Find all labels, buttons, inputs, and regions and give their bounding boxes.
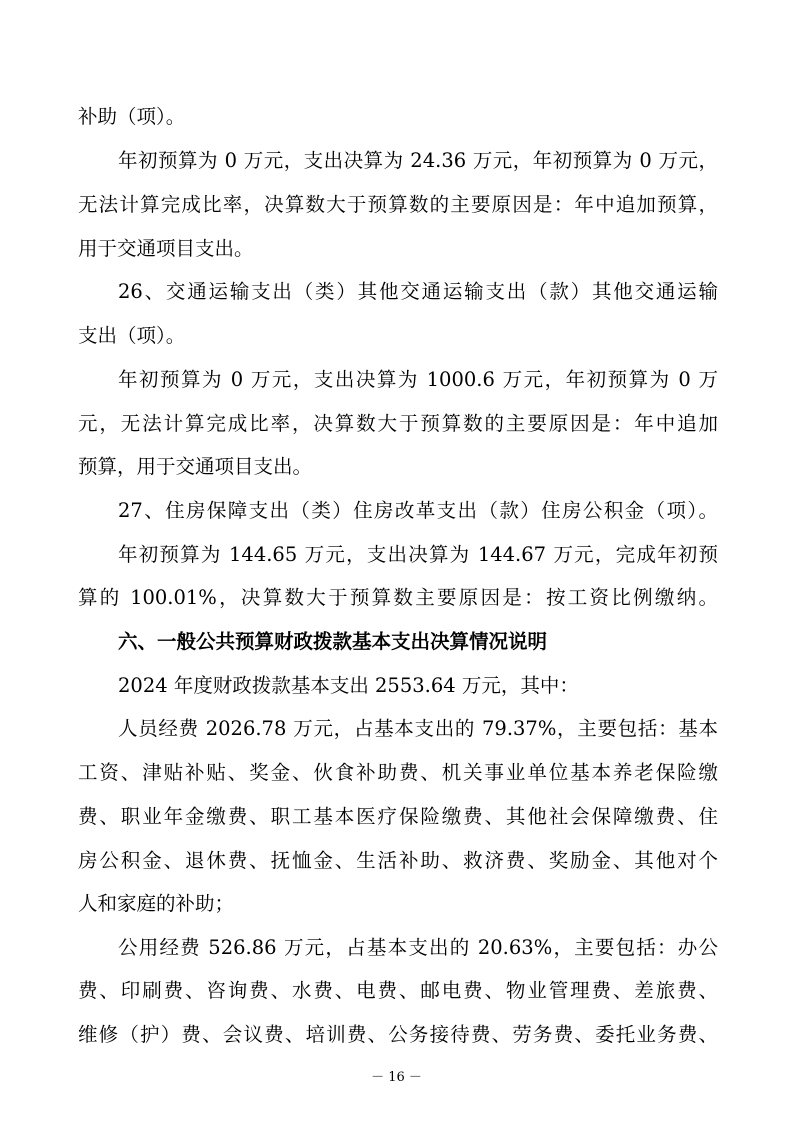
- text-line: 无法计算完成比率，决算数大于预算数的主要原因是：年中追加预算，: [78, 193, 718, 216]
- text-line: 费、职业年金缴费、职工基本医疗保险缴费、其他社会保障缴费、住: [78, 805, 718, 828]
- text-line: 年初预算为 0 万元，支出决算为 24.36 万元，年初预算为 0 万元，: [118, 149, 718, 172]
- text-line: 元，无法计算完成比率，决算数大于预算数的主要原因是：年中追加: [78, 412, 718, 435]
- text-line: 2024 年度财政拨款基本支出 2553.64 万元，其中：: [118, 674, 579, 697]
- text-line: 年初预算为 144.65 万元，支出决算为 144.67 万元，完成年初预: [118, 543, 718, 566]
- page-number: － 16 －: [371, 1070, 422, 1085]
- section-heading: 六、一般公共预算财政拨款基本支出决算情况说明: [118, 630, 548, 653]
- text-line: 补助（项）。: [78, 105, 186, 128]
- text-line: 人员经费 2026.78 万元，占基本支出的 79.37%，主要包括：基本: [118, 717, 718, 740]
- text-line: 26、交通运输支出（类）其他交通运输支出（款）其他交通运输: [118, 280, 718, 303]
- text-line: 房公积金、退休费、抚恤金、生活补助、救济费、奖励金、其他对个: [78, 849, 718, 872]
- text-line: 支出（项）。: [78, 324, 186, 347]
- text-line: 算的 100.01%，决算数大于预算数主要原因是：按工资比例缴纳。: [78, 586, 718, 609]
- text-line: 用于交通项目支出。: [78, 237, 254, 260]
- text-line: 预算，用于交通项目支出。: [78, 455, 313, 478]
- text-line: 27、住房保障支出（类）住房改革支出（款）住房公积金（项）。: [118, 499, 718, 522]
- text-line: 年初预算为 0 万元，支出决算为 1000.6 万元，年初预算为 0 万: [118, 368, 718, 391]
- text-line: 公用经费 526.86 万元，占基本支出的 20.63%，主要包括：办公: [118, 936, 718, 959]
- text-line: 工资、津贴补贴、奖金、伙食补助费、机关事业单位基本养老保险缴: [78, 761, 718, 784]
- text-line: 费、印刷费、咨询费、水费、电费、邮电费、物业管理费、差旅费、: [78, 979, 718, 1002]
- text-line: 人和家庭的补助；: [78, 892, 235, 915]
- text-line: 维修（护）费、会议费、培训费、公务接待费、劳务费、委托业务费、: [78, 1023, 718, 1046]
